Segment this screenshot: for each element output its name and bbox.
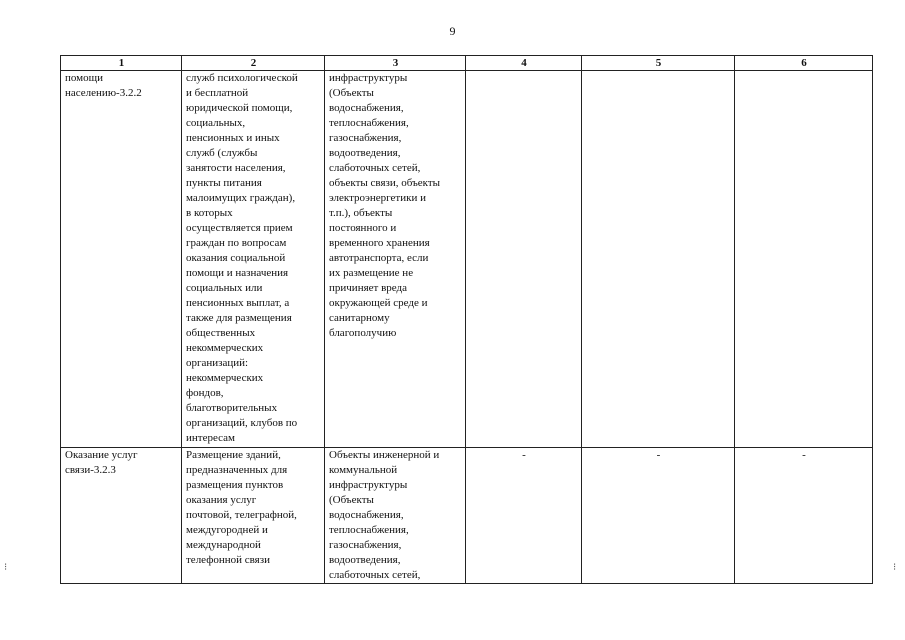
cell-description: служб психологической и бесплатной юридической помощи, социальных, пенсионных и иных служб (службы занятости населения, пункты питания малоимущих граждан), в которых осуществляется прием граждан по вопросам оказания социальной помощи и назначения социальных или пенсионных выплат, а также для размещения общественных некоммерческих организаций: некоммерческих фондов, благотворительных организаций, клубов по интересам <box>182 71 325 448</box>
column-header-6: 6 <box>735 56 873 71</box>
cell-col-4 <box>466 71 582 448</box>
table-row <box>61 71 873 448</box>
cell-use-type: помощи населению-3.2.2 <box>61 71 182 448</box>
column-header-3: 3 <box>325 56 466 71</box>
cell-auxiliary-objects: Объекты инженерной и коммунальной инфраструктуры (Объекты водоснабжения, теплоснабжения, газоснабжения, водоотведения, слаботочных сетей, <box>325 448 466 584</box>
table-row <box>61 448 873 584</box>
cell-col-4: - <box>466 448 582 584</box>
cell-description: Размещение зданий, предназначенных для размещения пунктов оказания услуг почтовой, телеграфной, междугородней и международной телефонной связи <box>182 448 325 584</box>
cell-col-6: - <box>735 448 873 584</box>
cell-col-5 <box>582 71 735 448</box>
table-header-row <box>61 56 873 71</box>
column-header-4: 4 <box>466 56 582 71</box>
column-header-2: 2 <box>182 56 325 71</box>
column-header-1: 1 <box>61 56 182 71</box>
cell-col-5: - <box>582 448 735 584</box>
page-number: 9 <box>449 24 456 38</box>
column-header-5: 5 <box>582 56 735 71</box>
cell-use-type: Оказание услуг связи-3.2.3 <box>61 448 182 584</box>
cell-auxiliary-objects: инфраструктуры (Объекты водоснабжения, теплоснабжения, газоснабжения, водоотведения, слаботочных сетей, объекты связи, объекты электроэнергетики и т.п.), объекты постоянного и временного хранения автотранспорта, если их размещение не причиняет вреда окружающей среде и санитарному благополучию <box>325 71 466 448</box>
right-edge-scan-mark-icon: ⁝ <box>893 562 897 573</box>
zoning-table <box>60 55 873 584</box>
left-edge-scan-mark-icon: ⁝ <box>4 562 8 573</box>
cell-col-6 <box>735 71 873 448</box>
